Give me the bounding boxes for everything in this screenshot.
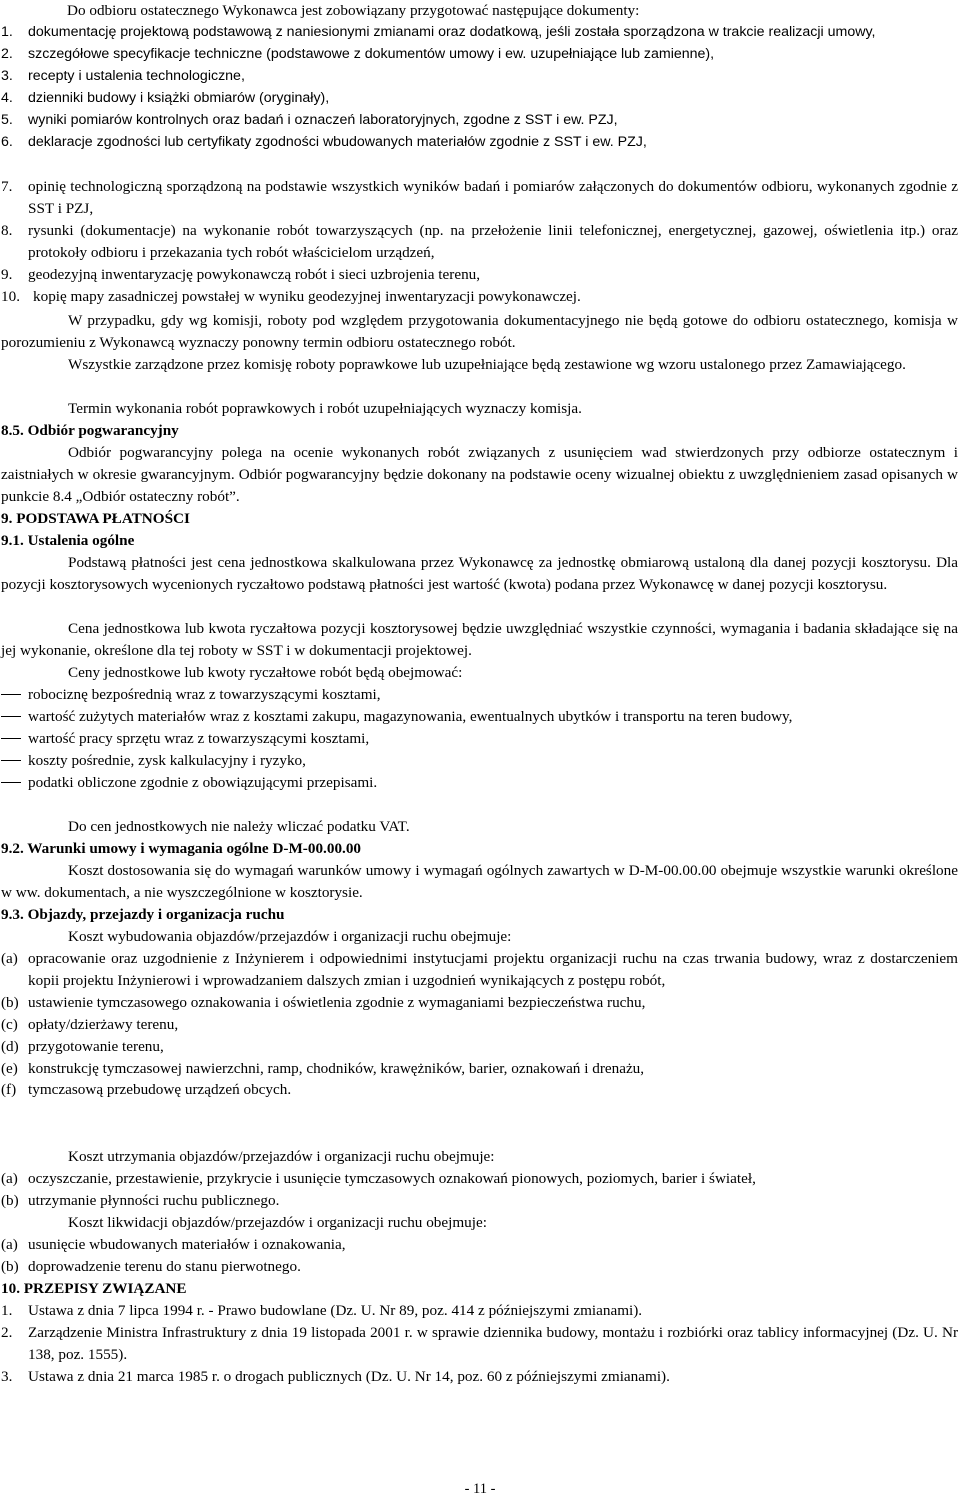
list-item: (b) doprowadzenie terenu do stanu pierwotnego.: [1, 1257, 301, 1275]
list-item: (a) usunięcie wbudowanych materiałów i oznakowania,: [1, 1236, 346, 1253]
list-item: 1. Ustawa z dnia 7 lipca 1994 r. - Prawo budowlane (Dz. U. Nr 89, poz. 414 z późniejszymi zmianami).: [1, 1302, 643, 1319]
page-number: - 11 -: [464, 1481, 496, 1497]
required-documents-list: [0, 22, 960, 153]
list-item: 1. dokumentację projektową podstawową z naniesionymi zmianami oraz dodatkową, jeśli została sporządzona w trakcie realizacji umowy,: [1, 24, 876, 40]
list-item: podatki obliczone zgodnie z obowiązującymi przepisami.: [1, 772, 958, 794]
intro-paragraph: Do odbioru ostatecznego Wykonawca jest zobowiązany przygotować następujące dokumenty:: [67, 2, 640, 19]
list-item: 7. opinię technologiczną sporządzoną na podstawie wszystkich wyników badań i pomiarów załączonych do dokumentów odbioru, wykonanych zgodnie z SST i PZJ,: [1, 178, 958, 217]
heading-9: 9. PODSTAWA PŁATNOŚCI: [1, 510, 190, 527]
list-item: koszty pośrednie, zysk kalkulacyjny i ryzyko,: [1, 750, 958, 772]
paragraph-roboty-poprawkowe: Wszystkie zarządzone przez komisję roboty poprawkowe lub uzupełniające będą zestawione wg wzoru ustalonego przez Zamawiającego.: [68, 356, 906, 373]
paragraph-koszt-utrzymania: Koszt utrzymania objazdów/przejazdów i organizacji ruchu obejmuje:: [68, 1148, 495, 1165]
list-item: wartość pracy sprzętu wraz z towarzyszącymi kosztami,: [1, 728, 958, 750]
list-item: (f) tymczasową przebudowę urządzeń obcych.: [1, 1081, 292, 1099]
list-item: 8. rysunki (dokumentacje) na wykonanie robót towarzyszących (np. na przełożenie linii telefonicznej, energetycznej, gazowej, oświetlenia itp.) oraz protokoły odbioru i przekazania tych robót właścicielom urządzeń,: [1, 221, 958, 261]
list-item: (a) oczyszczanie, przestawienie, przykrycie i usunięcie tymczasowych oznakowań pionowych, poziomych, barier i świateł,: [1, 1170, 756, 1187]
list-item: 10. kopię mapy zasadniczej powstałej w wyniku geodezyjnej inwentaryzacji powykonawczej.: [1, 287, 581, 305]
list-item: (a) opracowanie oraz uzgodnienie z Inżynierem i odpowiednimi instytucjami projektu organizacji ruchu na czas trwania budowy, wraz z dostarczeniem kopii projektu Inżynierowi i wprowadzaniem dalszych zmian i uzgodnień wynikających z postępu robót,: [1, 950, 958, 989]
list-item: 9. geodezyjną inwentaryzację powykonawczą robót i sieci uzbrojenia terenu,: [1, 265, 481, 283]
paragraph-warunki-umowy: Koszt dostosowania się do wymagań warunków umowy i wymagań ogólnych zawartych w D-M-00.00.00 obejmuje wszystkie warunki określone w ww. dokumentach, a nie wyszczególnione w kosztorysie.: [1, 862, 958, 901]
dash-bullet: [1, 772, 28, 794]
heading-10: 10. PRZEPISY ZWIĄZANE: [1, 1280, 187, 1297]
liquidation-costs-list: [0, 1234, 960, 1278]
list-item: (b) utrzymanie płynności ruchu publicznego.: [1, 1191, 280, 1209]
required-documents-list-cont: [0, 176, 960, 307]
heading-8-5: 8.5. Odbiór pogwarancyjny: [1, 422, 179, 439]
regulations-list: [0, 1300, 960, 1388]
list-item: (d) przygotowanie terenu,: [1, 1037, 164, 1055]
paragraph-vat: Do cen jednostkowych nie należy wliczać podatku VAT.: [68, 818, 410, 835]
list-item: (e) konstrukcję tymczasowej nawierzchni, ramp, chodników, krawężników, barier, oznakowań i drenażu,: [1, 1059, 645, 1077]
list-item: (c) opłaty/dzierżawy terenu,: [1, 1015, 179, 1033]
list-item: 3. recepty i ustalenia technologiczne,: [1, 67, 245, 84]
list-item: 3. Ustawa z dnia 21 marca 1985 r. o drogach publicznych (Dz. U. Nr 14, poz. 60 z późniejszymi zmianami).: [1, 1367, 670, 1385]
paragraph-koszt-likwidacji: Koszt likwidacji objazdów/przejazdów i organizacji ruchu obejmuje:: [68, 1214, 487, 1231]
list-item: 5. wyniki pomiarów kontrolnych oraz badań i oznaczeń laboratoryjnych, zgodne z SST i ew. PZJ,: [1, 111, 618, 128]
paragraph-koszt-wybudowania: Koszt wybudowania objazdów/przejazdów i organizacji ruchu obejmuje:: [68, 928, 512, 945]
list-item: wartość zużytych materiałów wraz z kosztami zakupu, magazynowania, ewentualnych ubytków i transportu na teren budowy,: [1, 706, 958, 728]
heading-9-3: 9.3. Objazdy, przejazdy i organizacja ruchu: [1, 906, 285, 923]
paragraph-podstawa-platnosci: Podstawą płatności jest cena jednostkowa skalkulowana przez Wykonawcę za jednostkę obmiarową ustaloną dla danej pozycji kosztorysu. Dla pozycji kosztorysowych wycenionych ryczałtowo podstawą płatności jest wartość (kwota) podana przez Wykonawcę w danej pozycji kosztorysu.: [1, 554, 958, 593]
paragraph-cena-jednostkowa: Cena jednostkowa lub kwota ryczałtowa pozycji kosztorysowej będzie uwzględniać wszystkie czynności, wymagania i badania składające się na jej wykonanie, określone dla tej roboty w SST i w dokumentacji projektowej.: [1, 620, 958, 659]
list-item: robociznę bezpośrednią wraz z towarzyszącymi kosztami,: [1, 684, 958, 706]
list-item: 2. Zarządzenie Ministra Infrastruktury z dnia 19 listopada 2001 r. w sprawie dziennika budowy, montażu i rozbiórki oraz tablicy informacyjnej (Dz. U. Nr 138, poz. 1555).: [1, 1323, 958, 1363]
maintenance-costs-list: [0, 1168, 960, 1212]
dash-bullet: [1, 684, 28, 706]
list-item: 2. szczegółowe specyfikacje techniczne (podstawowe z dokumentów umowy i ew. uzupełniające lub zamienne),: [1, 45, 715, 62]
build-costs-list: [0, 948, 960, 1101]
paragraph-ceny-obejmuja: Ceny jednostkowe lub kwoty ryczałtowe robót będą obejmować:: [68, 664, 463, 681]
list-item: 6. deklaracje zgodności lub certyfikaty zgodności wbudowanych materiałów zgodnie z SST i ew. PZJ,: [1, 133, 647, 150]
list-item: (b) ustawienie tymczasowego oznakowania i oświetlenia zgodnie z wymaganiami bezpieczeństwa ruchu,: [1, 993, 646, 1011]
paragraph-komisja: W przypadku, gdy wg komisji, roboty pod względem przygotowania dokumentacyjnego nie będą gotowe do odbioru ostatecznego, komisja w porozumieniu z Wykonawcą wyznaczy ponowny termin odbioru ostatecznego robót.: [1, 312, 958, 351]
cost-components-list: [0, 684, 960, 794]
list-item: 4. dzienniki budowy i książki obmiarów (oryginały),: [1, 89, 330, 106]
dash-bullet: [1, 706, 28, 728]
paragraph-odbior-pogwarancyjny: Odbiór pogwarancyjny polega na ocenie wykonanych robót związanych z usunięciem wad stwierdzonych przy odbiorze ostatecznym i zaistniałych w okresie gwarancyjnym. Odbiór pogwarancyjny będzie dokonany na podstawie oceny wizualnej obiektu z uwzględnieniem zasad opisanych w punkcie 8.4 „Odbiór ostateczny robót”.: [1, 444, 958, 505]
paragraph-termin: Termin wykonania robót poprawkowych i robót uzupełniających wyznaczy komisja.: [68, 400, 582, 417]
dash-bullet: [1, 728, 28, 750]
dash-bullet: [1, 750, 28, 772]
heading-9-1: 9.1. Ustalenia ogólne: [1, 532, 135, 549]
heading-9-2: 9.2. Warunki umowy i wymagania ogólne D-M-00.00.00: [1, 840, 362, 857]
